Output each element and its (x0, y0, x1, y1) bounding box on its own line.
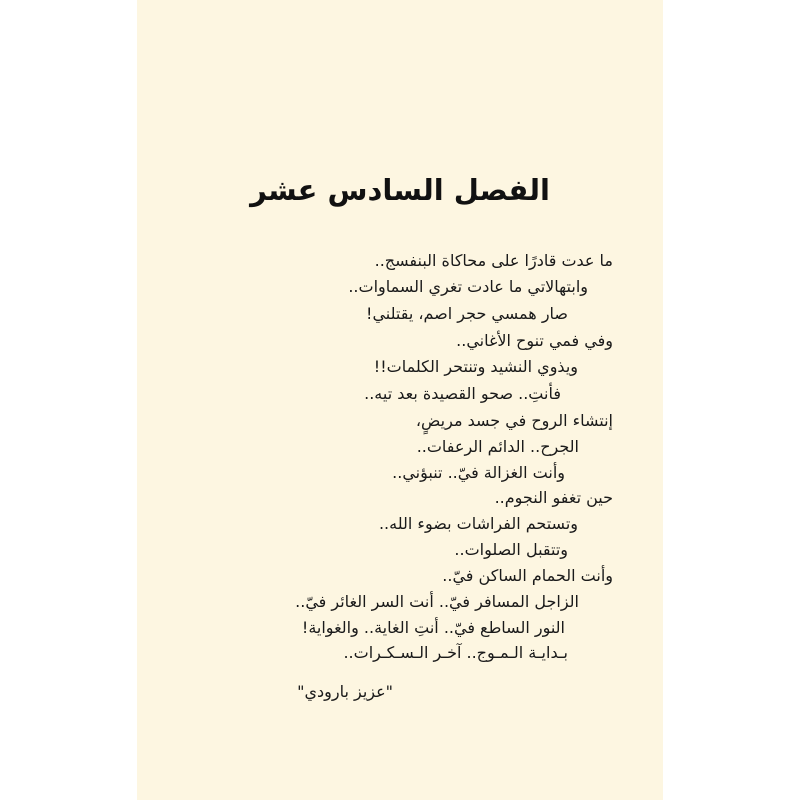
poem-line-6: فأنتِ.. صحو القصيدة بعد تيه.. (364, 384, 561, 403)
poem-line-12: وتتقبل الصلوات.. (454, 540, 568, 559)
poem-line-5: ويذوي النشيد وتنتحر الكلمات!! (373, 357, 578, 376)
chapter-title: الفصل السادس عشر (250, 173, 550, 207)
poem-line-11: وتستحم الفراشات بضوء الله.. (378, 514, 578, 533)
poem-line-2: وابتهالاتي ما عادت تغري السماوات.. (348, 277, 588, 296)
poem-line-9: وأنت الغزالة فيّ.. تنبؤني.. (392, 463, 565, 482)
poem-line-7: إنتشاء الروح في جسد مريضٍ، (415, 411, 613, 430)
poem-line-1: ما عدت قادرًا على محاكاة البنفسج.. (374, 251, 613, 270)
poem-line-14: الزاجل المسافر فيّ.. أنت السر الغائر فيّ.. (295, 592, 579, 611)
poem-line-10: حين تغفو النجوم.. (494, 488, 613, 507)
poem-line-3: صار همسي حجر اصم، يقتلني! (366, 304, 568, 323)
author-signature: "عزيز بارودي" (297, 682, 393, 701)
poem-line-8: الجرح.. الدائم الرعفات.. (416, 437, 579, 456)
book-page (137, 0, 663, 800)
poem-line-13: وأنت الحمام الساكن فيّ.. (442, 566, 613, 585)
poem-line-16: بـدايـة الـمـوج.. آخـر الـسـكـرات.. (343, 643, 568, 662)
poem-line-4: وفي فمي تنوح الأغاني.. (456, 331, 613, 350)
poem-line-15: النور الساطع فيّ.. أنتِ الغاية.. والغواية! (301, 618, 565, 637)
